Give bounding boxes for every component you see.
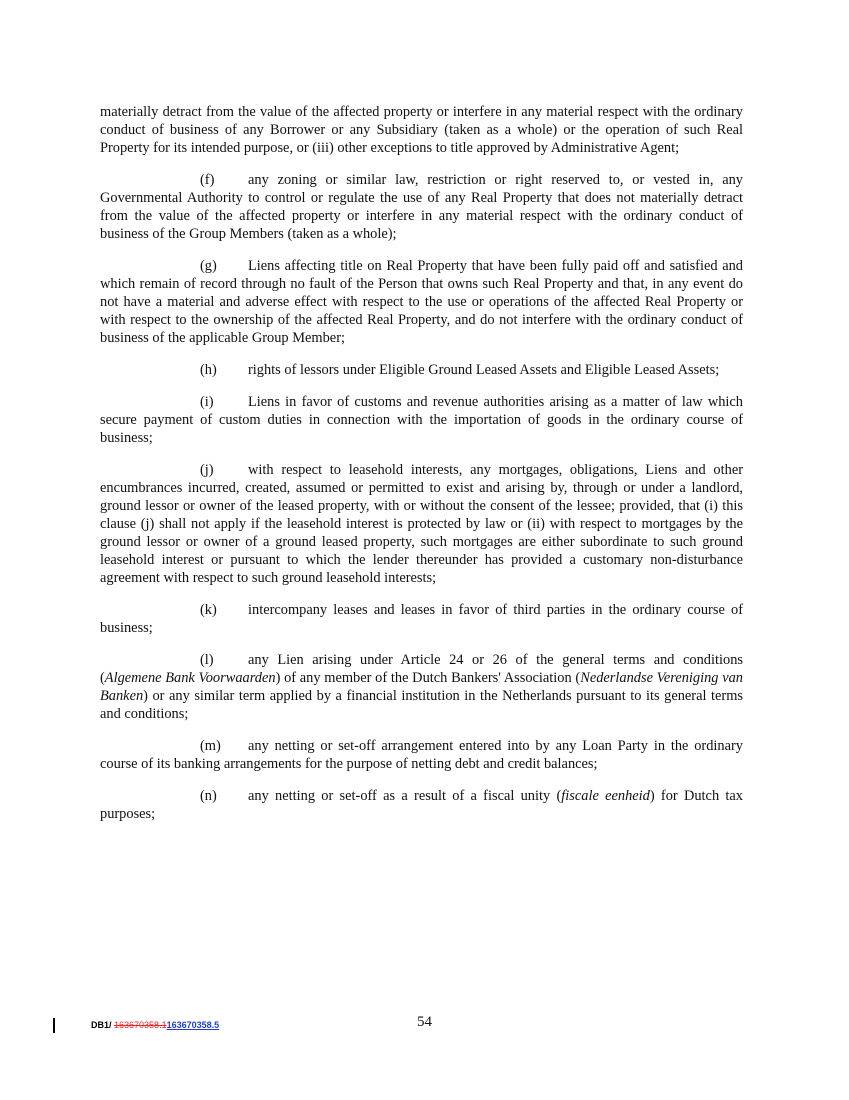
clause-italic-term: Nederlandse Vereniging van Banken bbox=[100, 670, 743, 704]
clause-l bbox=[100, 651, 743, 723]
clause-n bbox=[100, 787, 743, 823]
clause-text: ) for Dutch tax purposes; bbox=[100, 788, 743, 822]
clause-g bbox=[100, 257, 743, 347]
doc-id-inserted: 163670358.5 bbox=[166, 1020, 220, 1030]
clause-text: any zoning or similar law, restriction or right reserved to, or vested in, any Governmental Authority to control or regulate the use of any Real Property that does not materially detract from the value of the affected property or interfere in any material respect with the ordinary conduct of business of the Group Members (taken as a whole); bbox=[100, 172, 743, 242]
clause-text: Liens affecting title on Real Property that have been fully paid off and satisfied and which remain of record through no fault of the Person that owns such Real Property and that, in any event do not have a material and adverse effect with respect to the use or operations of the affected Real Property or with respect to the ownership of the affected Real Property, and do not interfere with the ordinary conduct of business of the applicable Group Member; bbox=[100, 258, 743, 346]
clause-f bbox=[100, 171, 743, 243]
clause-text: rights of lessors under Eligible Ground Leased Assets and Eligible Leased Assets; bbox=[248, 362, 720, 378]
clause-text: intercompany leases and leases in favor of third parties in the ordinary course of business; bbox=[100, 602, 743, 636]
clause-label: (k) bbox=[200, 602, 217, 618]
page-number: 54 bbox=[417, 1014, 432, 1030]
clause-text: with respect to leasehold interests, any mortgages, obligations, Liens and other encumbrances incurred, created, assumed or permitted to exist and arising by, through or under a landlord, ground lessor or owner of the leased property, with or without the consent of the lessee; provided, that (i) this clause (j) shall not apply if the leasehold interest is protected by law or (ii) with respect to mortgages by the ground lessor or owner of a ground leased property, such mortgages are either subordinate to such ground leasehold interest or pursuant to which the lender thereunder has provided a customary non-disturbance agreement with respect to such ground leasehold interests; bbox=[100, 462, 743, 586]
clause-text: Liens in favor of customs and revenue authorities arising as a matter of law which secure payment of custom duties in connection with the importation of goods in the ordinary course of business; bbox=[100, 394, 743, 446]
clause-text: ) or any similar term applied by a financial institution in the Netherlands pursuant to its general terms and conditions; bbox=[100, 688, 743, 722]
clause-label: (l) bbox=[200, 652, 214, 668]
clause-text: any Lien arising under Article 24 or 26 of the general terms and conditions ( bbox=[100, 652, 743, 686]
clause-h bbox=[100, 361, 743, 379]
clause-label: (f) bbox=[200, 172, 215, 188]
clause-label: (j) bbox=[200, 462, 214, 478]
clause-label: (m) bbox=[200, 738, 221, 754]
clause-label: (n) bbox=[200, 788, 217, 804]
clause-k bbox=[100, 601, 743, 637]
clause-j bbox=[100, 461, 743, 587]
clause-i bbox=[100, 393, 743, 447]
clause-text: any netting or set-off as a result of a fiscal unity ( bbox=[248, 788, 562, 804]
doc-id-deleted: 163670358.1 bbox=[114, 1020, 167, 1030]
clause-text: ) of any member of the Dutch Bankers' Association ( bbox=[275, 670, 581, 686]
clause-label: (g) bbox=[200, 258, 217, 274]
clause-label: (h) bbox=[200, 362, 217, 378]
document-body bbox=[100, 103, 743, 837]
clause-text: any netting or set-off arrangement entered into by any Loan Party in the ordinary course of its banking arrangements for the purpose of netting debt and credit balances; bbox=[100, 738, 743, 772]
clause-label: (i) bbox=[200, 394, 214, 410]
clause-italic-term: fiscale eenheid bbox=[561, 788, 650, 804]
doc-id-prefix: DB1/ bbox=[91, 1020, 115, 1030]
clause-italic-term: Algemene Bank Voorwaarden bbox=[104, 670, 276, 686]
clause-m bbox=[100, 737, 743, 773]
intro-paragraph: materially detract from the value of the affected property or interfere in any material respect with the ordinary conduct of business of any Borrower or any Subsidiary (taken as a whole) or the operation of such Real Property for its intended purpose, or (iii) other exceptions to title approved by Administrative Agent; bbox=[100, 104, 743, 156]
